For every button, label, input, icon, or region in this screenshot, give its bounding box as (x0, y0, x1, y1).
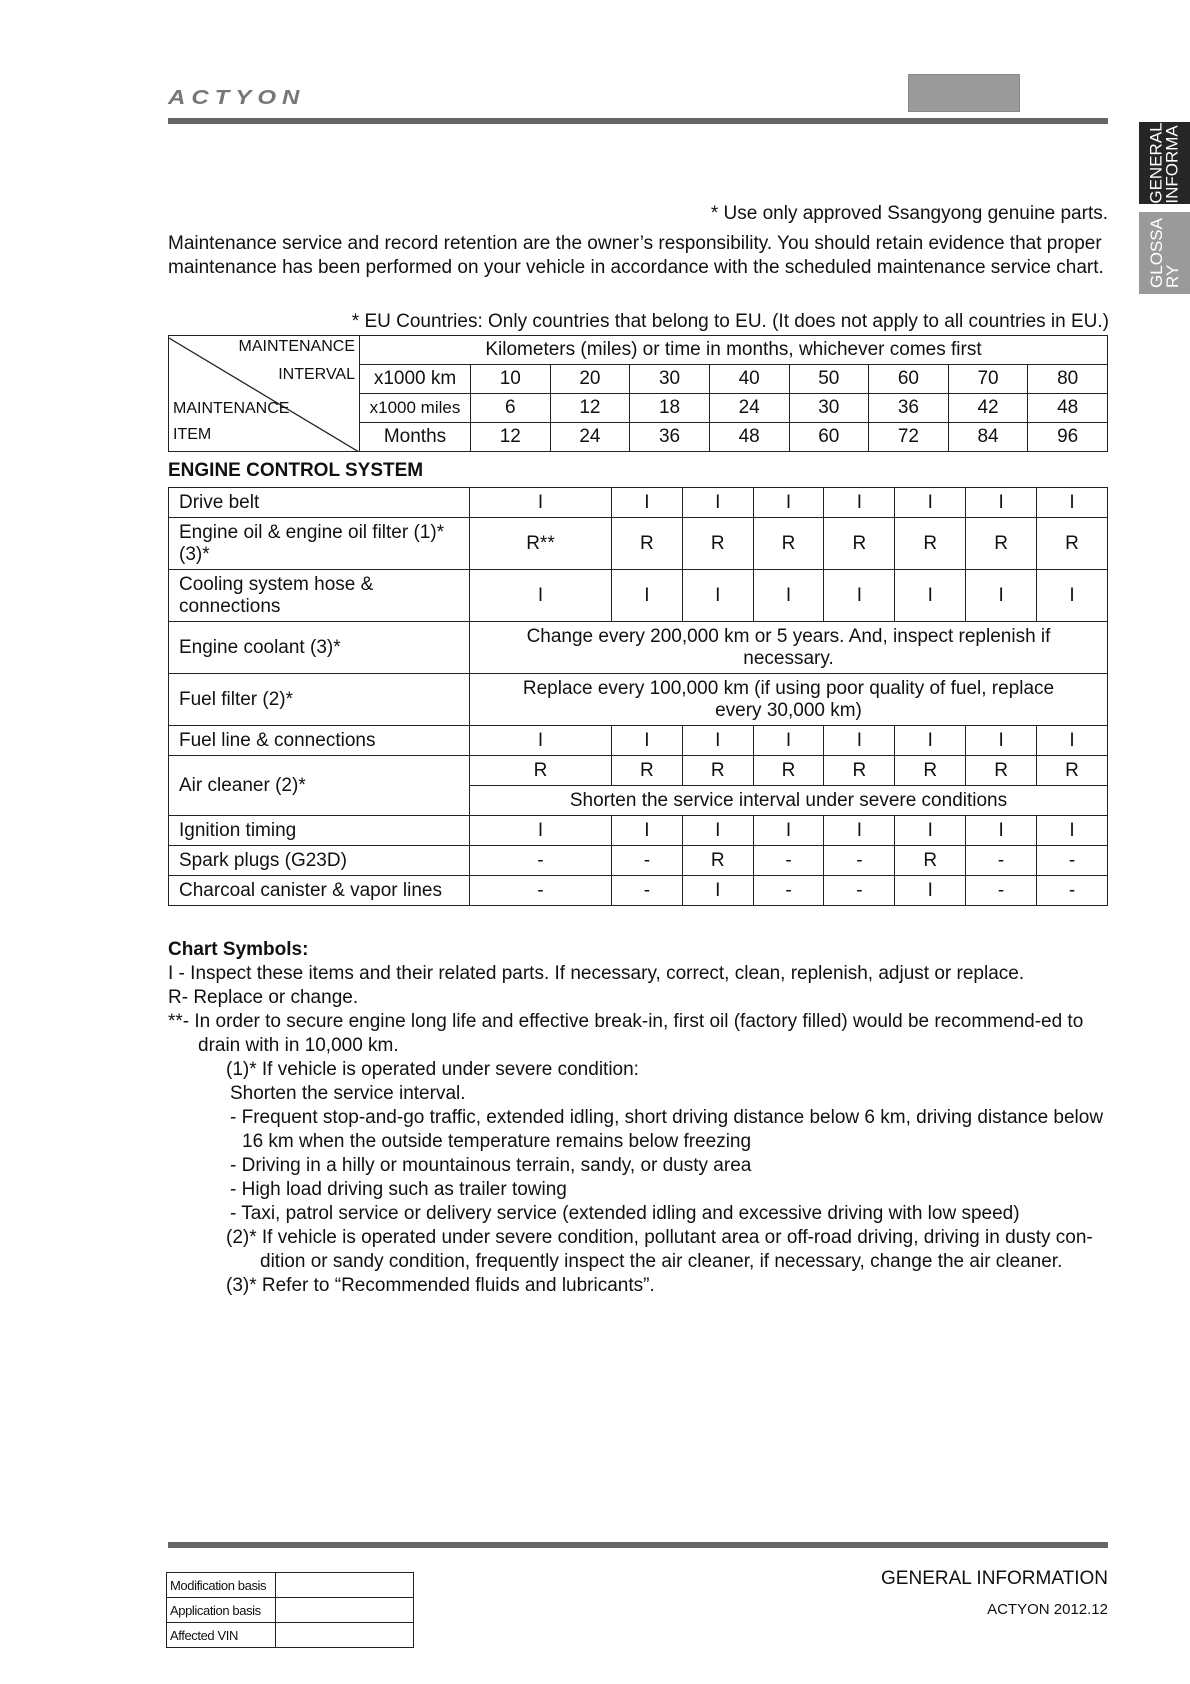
table-cell: I (753, 570, 824, 622)
brand-logo: ACTYON (168, 86, 306, 110)
table-cell: I (966, 488, 1037, 518)
item-name: Fuel filter (2)* (169, 674, 470, 726)
table-cell: R (682, 756, 753, 786)
table-cell: I (611, 570, 682, 622)
table-cell: - (1037, 876, 1108, 906)
tab-label-line2: RY (1162, 264, 1182, 288)
table-cell: 96 (1028, 423, 1108, 452)
table-cell: 10 (471, 365, 551, 394)
revision-value (276, 1623, 414, 1648)
table-row (169, 488, 1108, 518)
table-row (169, 570, 1108, 622)
note-1-bullet: - Taxi, patrol service or delivery service (extended idling and excessive driving with low speed) (230, 1203, 1020, 1224)
corner-label: MAINTENANCE (173, 400, 290, 417)
table-cell: - (470, 876, 612, 906)
chart-symbols-title: Chart Symbols: (168, 939, 309, 960)
table-cell: I (966, 726, 1037, 756)
table-cell: 30 (630, 365, 710, 394)
table-cell: I (895, 816, 966, 846)
table-cell: - (824, 876, 895, 906)
table-cell: I (1037, 816, 1108, 846)
corner-label: ITEM (173, 426, 212, 443)
table-cell: I (824, 488, 895, 518)
note-1: (1)* If vehicle is operated under severe condition: (226, 1059, 639, 1080)
table-cell: R (611, 518, 682, 570)
chart-symbols (168, 938, 1113, 1298)
table-cell: 30 (789, 394, 869, 423)
note-3: (3)* Refer to “Recommended fluids and lubricants”. (226, 1275, 655, 1296)
item-name: Charcoal canister & vapor lines (169, 876, 470, 906)
table-cell: I (1037, 726, 1108, 756)
table-row (167, 1573, 414, 1598)
table-cell: I (611, 726, 682, 756)
note-1-bullet: - High load driving such as trailer towing (230, 1179, 567, 1200)
table-cell: I (824, 816, 895, 846)
note-2: (2)* If vehicle is operated under severe condition, pollutant area or off-road driving, driving in dusty con-dition or sandy condition, frequently inspect the air cleaner, if necessary, change the air cleaner. (226, 1227, 1093, 1272)
footer-subtitle: ACTYON 2012.12 (987, 1601, 1108, 1618)
table-cell: 6 (471, 394, 551, 423)
table-cell: 72 (869, 423, 949, 452)
table-row (169, 816, 1108, 846)
table-cell: R (966, 518, 1037, 570)
table-row (169, 518, 1108, 570)
row-label: x1000 miles (360, 394, 471, 423)
table-cell: 12 (471, 423, 551, 452)
table-cell: - (1037, 846, 1108, 876)
table-cell: 18 (630, 394, 710, 423)
table-cell: I (682, 488, 753, 518)
table-row (169, 622, 1108, 674)
table-cell: I (895, 488, 966, 518)
table-cell: 70 (948, 365, 1028, 394)
table-cell: 24 (709, 394, 789, 423)
table-cell: R (895, 846, 966, 876)
table-cell: I (682, 726, 753, 756)
table-cell: R (682, 518, 753, 570)
header-grey-box (908, 74, 1020, 112)
revision-label: Affected VIN (167, 1623, 276, 1648)
table-cell: - (753, 846, 824, 876)
revision-table (166, 1572, 414, 1648)
table-cell: I (682, 876, 753, 906)
tab-general-information[interactable] (1139, 122, 1190, 204)
item-name: Engine oil & engine oil filter (1)* (3)* (169, 518, 470, 570)
table-cell: 60 (789, 423, 869, 452)
item-name: Cooling system hose & connections (169, 570, 470, 622)
revision-label: Modification basis (167, 1573, 276, 1598)
merged-note-cell: Shorten the service interval under severe conditions (470, 786, 1108, 816)
symbol-double-star: **- In order to secure engine long life and effective break-in, first oil (factory filled) would be recommend-ed to drain with in 10,000 km. (168, 1011, 1084, 1056)
table-cell: - (824, 846, 895, 876)
table-cell: - (611, 876, 682, 906)
item-name: Ignition timing (169, 816, 470, 846)
table-cell: - (966, 846, 1037, 876)
revision-value (276, 1598, 414, 1623)
table-cell: R (895, 518, 966, 570)
item-name: Spark plugs (G23D) (169, 846, 470, 876)
table-cell: I (966, 816, 1037, 846)
table-row (169, 726, 1108, 756)
table-cell: I (753, 816, 824, 846)
table-cell: 40 (709, 365, 789, 394)
table-cell: 48 (709, 423, 789, 452)
section-title: ENGINE CONTROL SYSTEM (168, 460, 424, 481)
intro-paragraph: Maintenance service and record retention are the owner’s responsibility. You should retain evidence that proper maintenance has been performed on your vehicle in accordance with the scheduled maintenance service chart. (168, 233, 1104, 278)
table-cell: I (470, 488, 612, 518)
footer-title: GENERAL INFORMATION (881, 1568, 1108, 1589)
table-cell: R (753, 756, 824, 786)
table-row (169, 756, 1108, 786)
corner-label: MAINTENANCE (238, 338, 355, 355)
table-cell: 36 (630, 423, 710, 452)
table-cell: R (611, 756, 682, 786)
symbol-i: I - Inspect these items and their related parts. If necessary, correct, clean, replenish, adjust or replace. (168, 963, 1025, 984)
table-cell: I (682, 570, 753, 622)
table-cell: R (824, 756, 895, 786)
table-cell: 20 (550, 365, 630, 394)
eu-note: * EU Countries: Only countries that belong to EU. (It does not apply to all countries in EU.) (351, 311, 1109, 332)
item-name: Drive belt (169, 488, 470, 518)
table-cell: I (895, 876, 966, 906)
tab-glossary[interactable] (1139, 212, 1190, 294)
merged-note-cell: Replace every 100,000 km (if using poor quality of fuel, replace every 30,000 km) (470, 674, 1108, 726)
table-row (169, 674, 1108, 726)
table-cell: I (753, 726, 824, 756)
table-cell: R (824, 518, 895, 570)
table-cell: I (1037, 488, 1108, 518)
symbol-r: R- Replace or change. (168, 987, 359, 1008)
tab-label-line1: GLOSSA (1146, 218, 1166, 288)
revision-value (276, 1573, 414, 1598)
genuine-parts-note: * Use only approved Ssangyong genuine parts. (710, 203, 1108, 224)
table-cell: I (470, 726, 612, 756)
merged-note-cell: Change every 200,000 km or 5 years. And, inspect replenish if necessary. (470, 622, 1108, 674)
table-row (169, 846, 1108, 876)
table-cell: I (753, 488, 824, 518)
bottom-divider (168, 1542, 1108, 1548)
table-cell: 84 (948, 423, 1028, 452)
table-cell: I (470, 816, 612, 846)
table-cell: - (470, 846, 612, 876)
table-cell: 36 (869, 394, 949, 423)
table-cell: 42 (948, 394, 1028, 423)
table-cell: 24 (550, 423, 630, 452)
table-cell: - (611, 846, 682, 876)
row-label: x1000 km (360, 365, 471, 394)
table-cell: R (1037, 756, 1108, 786)
table-cell: I (1037, 570, 1108, 622)
table-cell: I (895, 570, 966, 622)
table-cell: I (611, 488, 682, 518)
table-cell: I (611, 816, 682, 846)
note-1-sub: Shorten the service interval. (230, 1083, 466, 1104)
table-cell: I (966, 570, 1037, 622)
row-label: Months (360, 423, 471, 452)
table-cell: R (966, 756, 1037, 786)
table-cell: I (824, 726, 895, 756)
table-cell: 50 (789, 365, 869, 394)
table-cell: I (682, 816, 753, 846)
table-row (169, 876, 1108, 906)
corner-label: INTERVAL (278, 366, 355, 383)
table-cell: - (966, 876, 1037, 906)
table-cell: - (753, 876, 824, 906)
item-name: Engine coolant (3)* (169, 622, 470, 674)
table-cell: R (895, 756, 966, 786)
interval-heading: Kilometers (miles) or time in months, whichever comes first (360, 336, 1108, 365)
tab-label-line1: GENERAL (1146, 122, 1166, 204)
item-name: Fuel line & connections (169, 726, 470, 756)
table-cell: I (470, 570, 612, 622)
tab-label-line2: INFORMA (1162, 125, 1182, 204)
item-name: Air cleaner (2)* (169, 756, 470, 816)
table-cell: R (753, 518, 824, 570)
table-cell: 12 (550, 394, 630, 423)
table-cell: R (1037, 518, 1108, 570)
table-cell: 48 (1028, 394, 1108, 423)
table-cell: I (824, 570, 895, 622)
table-cell: 60 (869, 365, 949, 394)
table-row (167, 1623, 414, 1648)
top-divider (168, 118, 1108, 124)
table-cell: R (682, 846, 753, 876)
note-1-bullet: - Driving in a hilly or mountainous terrain, sandy, or dusty area (230, 1155, 752, 1176)
table-cell: R (470, 756, 612, 786)
table-cell: I (895, 726, 966, 756)
table-corner-cell (169, 336, 360, 452)
table-row (167, 1598, 414, 1623)
table-cell: 80 (1028, 365, 1108, 394)
revision-label: Application basis (167, 1598, 276, 1623)
interval-table (168, 335, 1108, 452)
note-1-bullet: - Frequent stop-and-go traffic, extended idling, short driving distance below 6 km, driving distance below 16 km when the outside temperature remains below freezing (230, 1107, 1104, 1152)
maintenance-items-table (168, 487, 1108, 906)
table-cell: R** (470, 518, 612, 570)
